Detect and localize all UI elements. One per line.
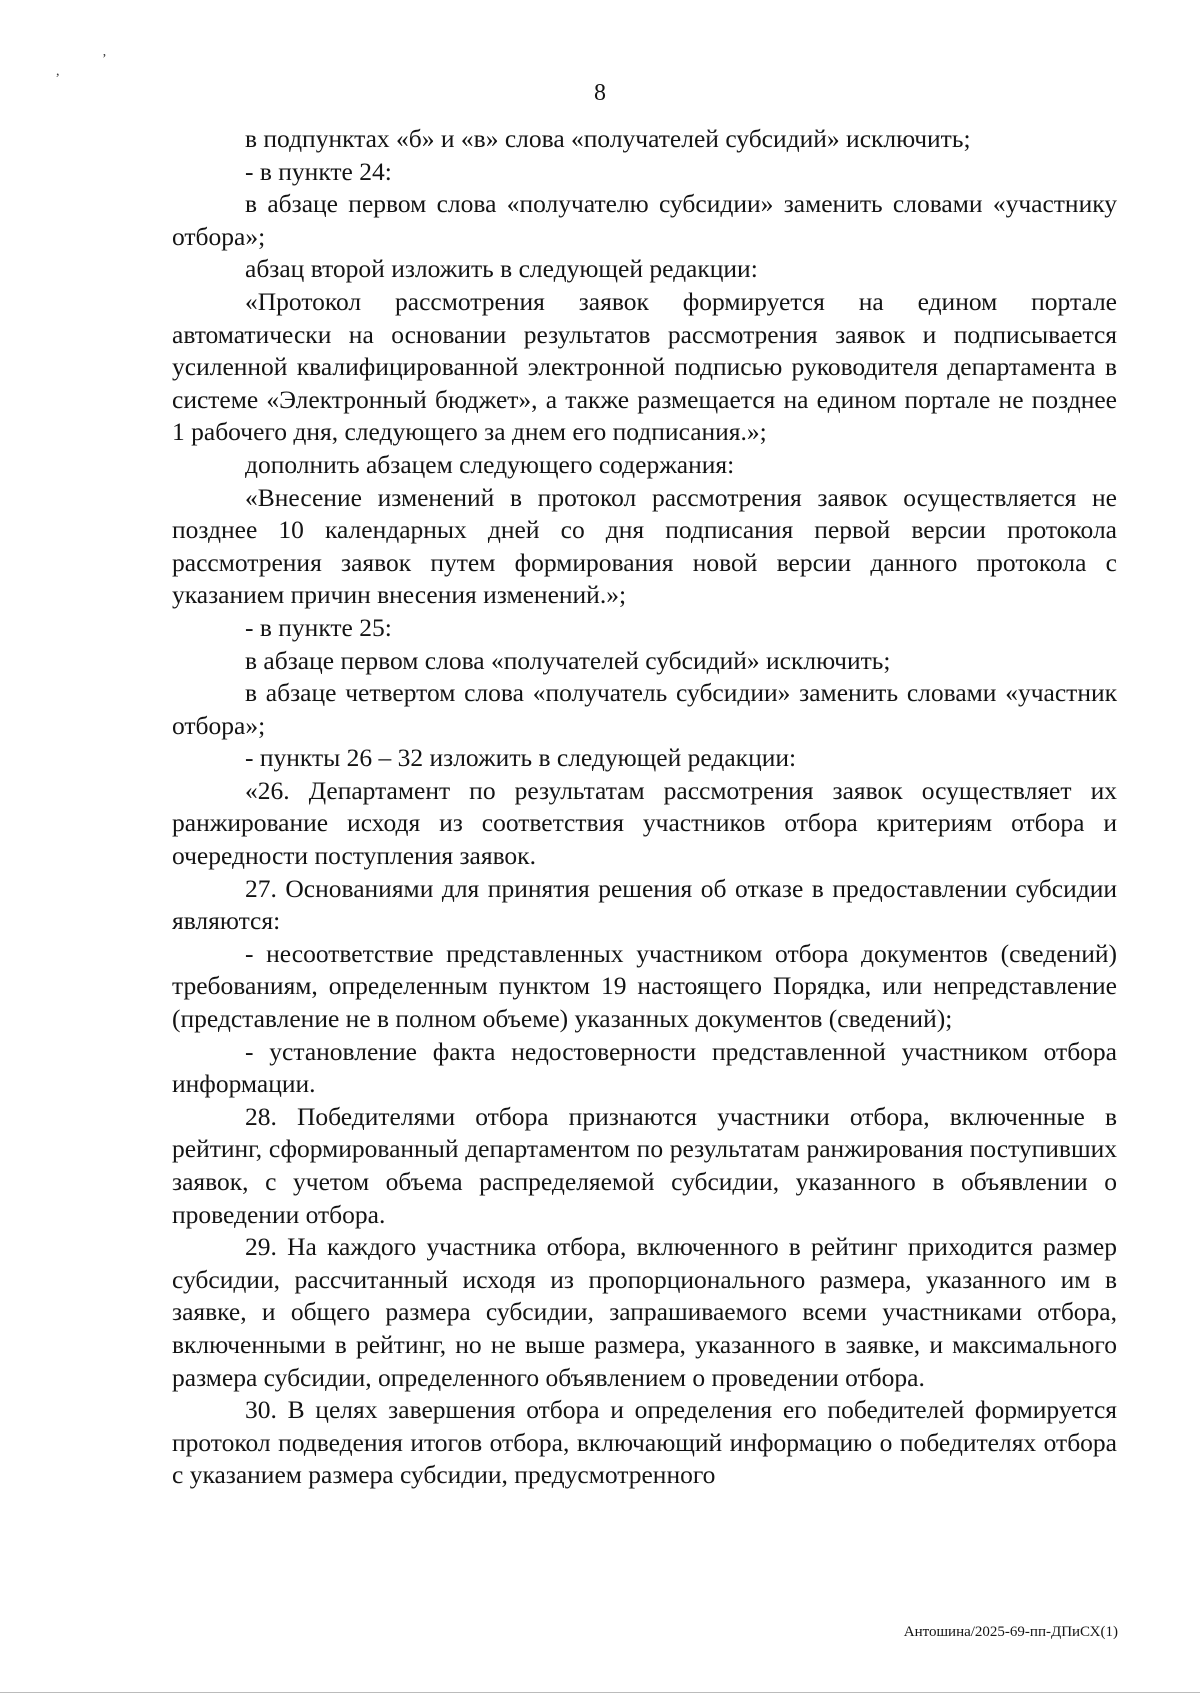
- page-number: 8: [594, 80, 606, 106]
- paragraph: - пункты 26 – 32 изложить в следующей редакции:: [245, 743, 797, 773]
- scan-artifact-mark: ʼ: [102, 52, 107, 67]
- paragraph: 30. В целях завершения отбора и определения его победителей формируется протокол подведения итогов отбора, включающий информацию о победителях отбора с указанием размера субсидии, предусмотренного: [172, 1395, 1117, 1490]
- paragraph: «Внесение изменений в протокол рассмотрения заявок осуществляется не позднее 10 календарных дней со дня подписания первой версии протокола рассмотрения заявок путем формирования новой версии данного протокола с указанием причин внесения изменений.»;: [172, 482, 1117, 610]
- paragraph: в абзаце первом слова «получателю субсидии» заменить словами «участнику отбора»;: [172, 189, 1117, 251]
- paragraph: в подпунктах «б» и «в» слова «получателей субсидий» исключить;: [245, 124, 971, 153]
- paragraph: дополнить абзацем следующего содержания:: [245, 449, 735, 479]
- document-body: [172, 123, 1117, 1492]
- paragraph: 28. Победителями отбора признаются участники отбора, включенные в рейтинг, сформированный департаментом по результатам ранжирования поступивших заявок, с учетом объема распределяемой субсидии, указанного в объявлении о проведении отбора.: [172, 1101, 1117, 1229]
- document-footer-code: Антошина/2025-69-пп-ДПиСХ(1): [903, 1624, 1118, 1640]
- paragraph: в абзаце четвертом слова «получатель субсидии» заменить словами «участник отбора»;: [172, 678, 1117, 740]
- paragraph: абзац второй изложить в следующей редакции:: [245, 254, 758, 284]
- paragraph: «26. Департамент по результатам рассмотрения заявок осуществляет их ранжирование исходя из соответствия участников отбора критериям отбора и очередности поступления заявок.: [172, 775, 1117, 871]
- paragraph: - несоответствие представленных участником отбора документов (сведений) требованиям, определенным пунктом 19 настоящего Порядка, или непредставление (представление не в полном объеме) указанных документов (сведений);: [172, 938, 1117, 1034]
- scan-artifact-mark: ,: [56, 64, 60, 79]
- paragraph: 29. На каждого участника отбора, включенного в рейтинг приходится размер субсидии, рассчитанный исходя из пропорционального размера, указанного им в заявке, и общего размера субсидии, запрашиваемого всеми участниками отбора, включенными в рейтинг, но не выше размера, указанного в заявке, и максимального размера субсидии, определенного объявлением о проведении отбора.: [172, 1232, 1117, 1392]
- paragraph: - установление факта недостоверности представленной участником отбора информации.: [172, 1036, 1117, 1099]
- paragraph: - в пункте 25:: [245, 612, 392, 642]
- page-bottom-rule: [0, 1692, 1200, 1693]
- paragraph: в абзаце первом слова «получателей субсидий» исключить;: [245, 645, 891, 675]
- paragraph: «Протокол рассмотрения заявок формируется на едином портале автоматически на основании результатов рассмотрения заявок и подписывается усиленной квалифицированной электронной подписью руководителя департамента в системе «Электронный бюджет», а также размещается на едином портале не позднее 1 рабочего дня, следующего за днем его подписания.»;: [172, 286, 1117, 447]
- paragraph: - в пункте 24:: [245, 156, 392, 186]
- paragraph: 27. Основаниями для принятия решения об отказе в предоставлении субсидии являются:: [172, 873, 1117, 936]
